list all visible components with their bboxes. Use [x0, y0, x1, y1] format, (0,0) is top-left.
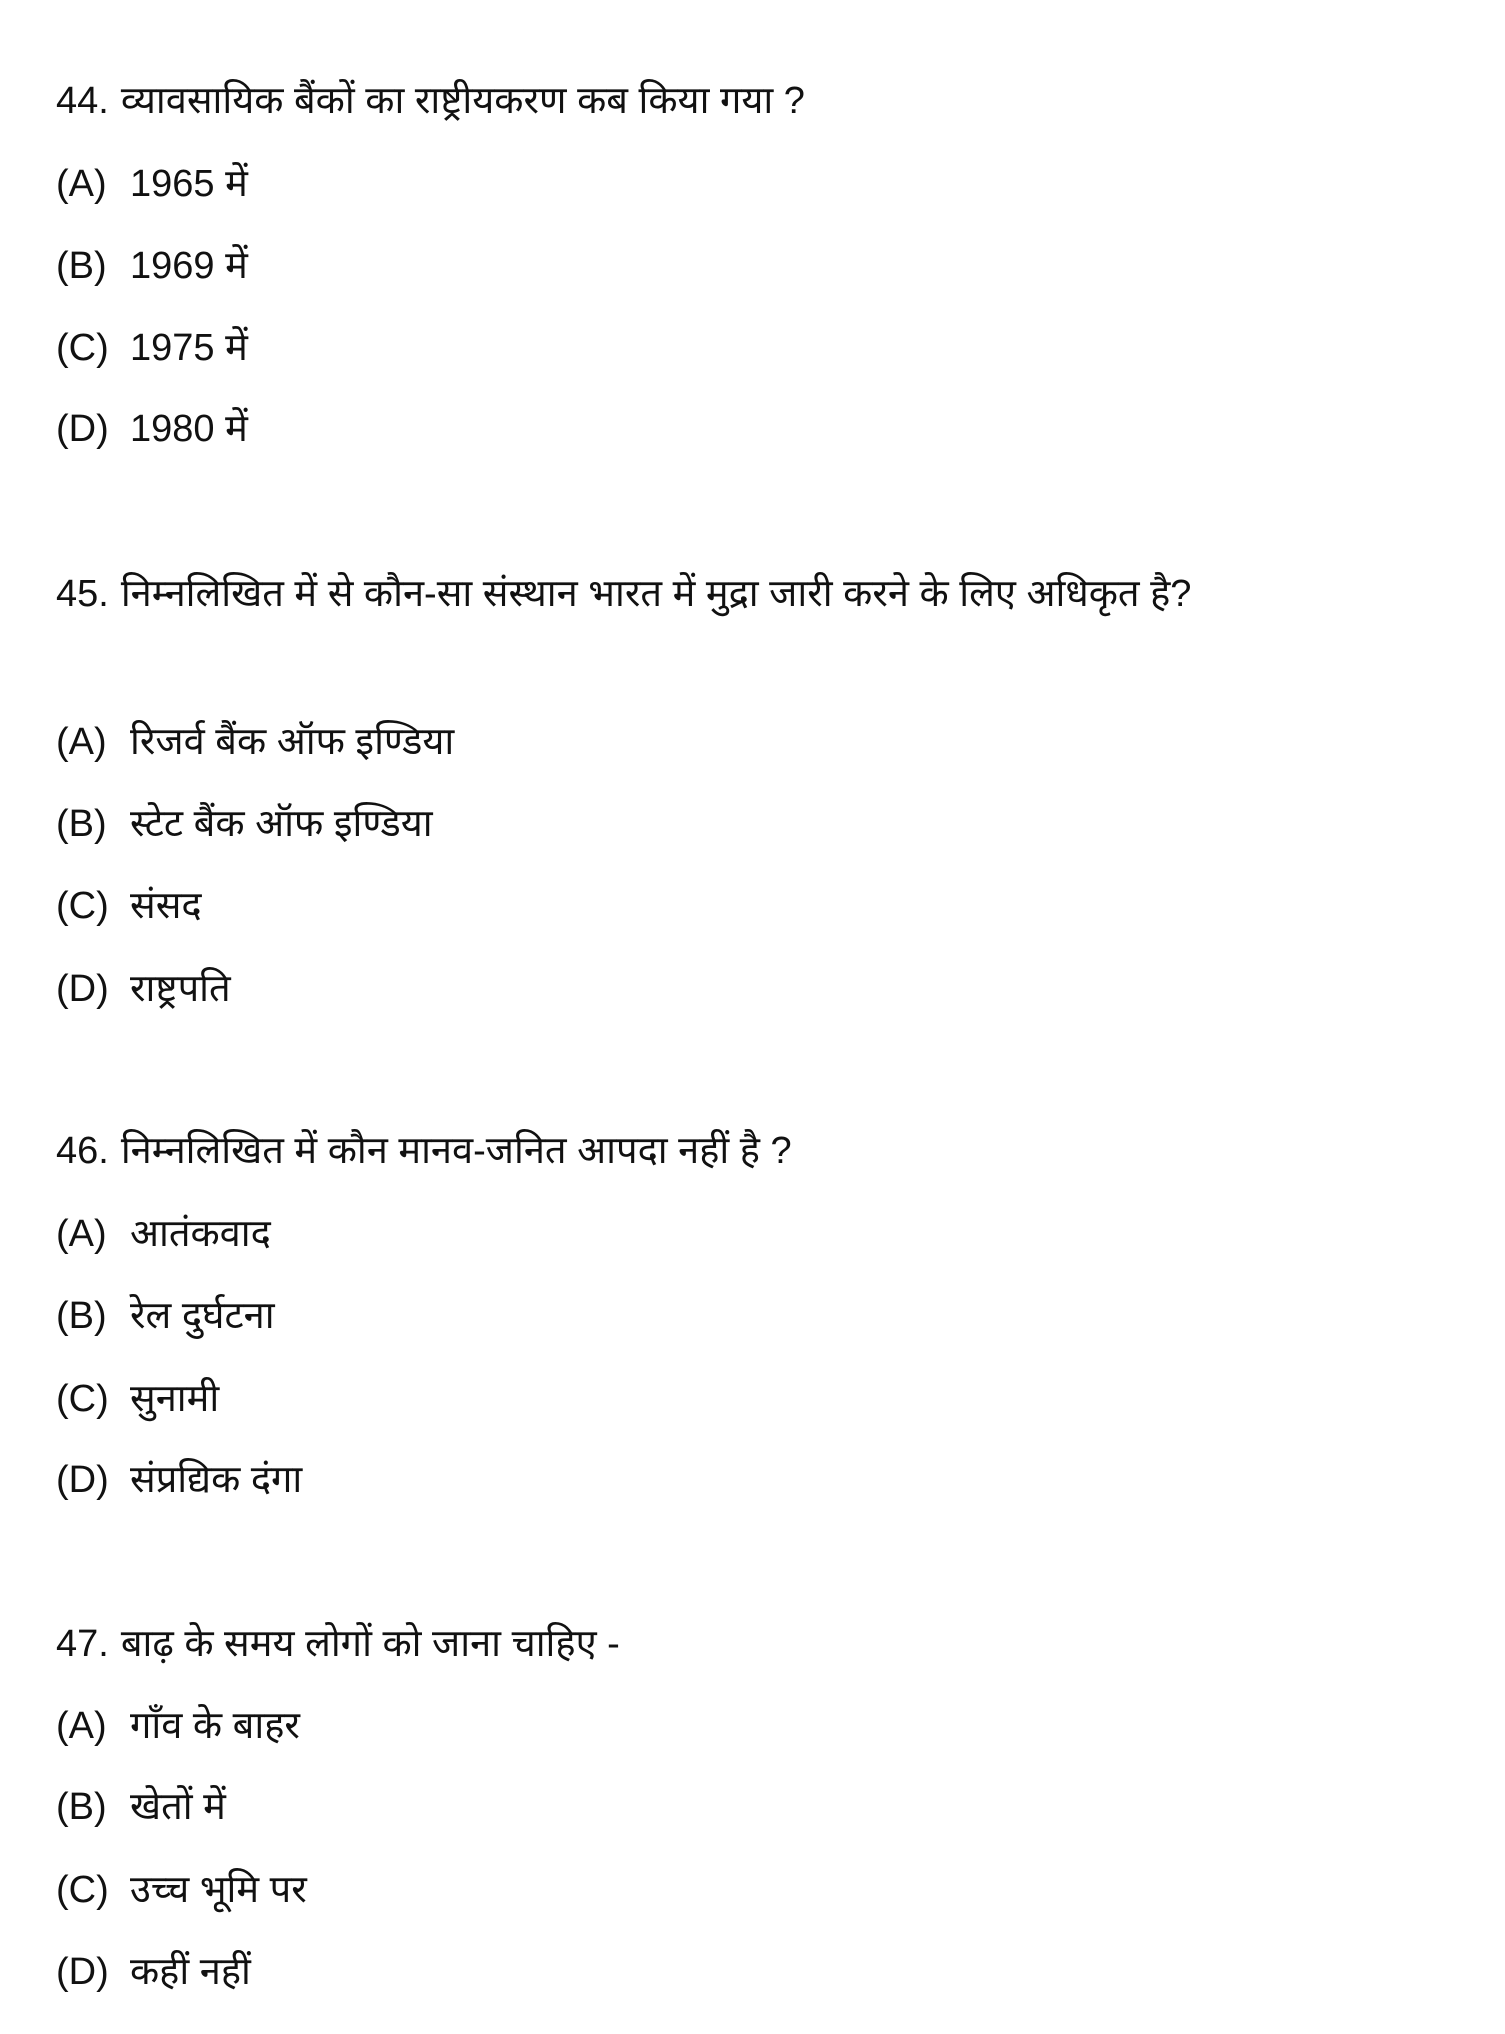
option-text: राष्ट्रपति [130, 968, 231, 1010]
option-label: (B) [56, 803, 107, 845]
option-44-d[interactable] [56, 403, 248, 455]
option-label: (C) [56, 885, 109, 927]
option-text: 1969 में [130, 245, 248, 287]
option-text: 1975 में [130, 327, 248, 369]
option-text: उच्च भूमि पर [130, 1869, 307, 1911]
option-label: (A) [56, 1213, 107, 1255]
option-label: (D) [56, 1459, 109, 1501]
option-label: (A) [56, 163, 107, 205]
option-45-b[interactable] [56, 798, 433, 850]
option-label: (C) [56, 1378, 109, 1420]
option-label: (D) [56, 1951, 109, 1993]
option-text: संप्रद्यिक दंगा [130, 1459, 303, 1501]
option-text: आतंकवाद [130, 1213, 271, 1255]
option-text: खेतों में [130, 1786, 226, 1828]
question-text: निम्नलिखित में कौन मानव-जनित आपदा नहीं है ? [120, 1130, 792, 1172]
option-text: सुनामी [130, 1378, 220, 1420]
option-45-c[interactable] [56, 880, 202, 932]
question-44 [56, 75, 805, 127]
option-47-b[interactable] [56, 1781, 226, 1833]
option-44-a[interactable] [56, 158, 248, 210]
option-label: (A) [56, 1705, 107, 1747]
question-45 [56, 561, 1456, 627]
question-text: बाढ़ के समय लोगों को जाना चाहिए - [120, 1623, 620, 1665]
option-47-c[interactable] [56, 1864, 307, 1916]
option-47-a[interactable] [56, 1700, 300, 1752]
question-number: 45. [56, 573, 109, 615]
option-label: (C) [56, 327, 109, 369]
option-label: (A) [56, 721, 107, 763]
option-text: रिजर्व बैंक ऑफ इण्डिया [130, 721, 455, 763]
option-45-d[interactable] [56, 963, 231, 1015]
option-46-b[interactable] [56, 1290, 275, 1342]
option-text: रेल दुर्घटना [130, 1295, 275, 1337]
option-label: (D) [56, 408, 109, 450]
option-label: (B) [56, 1295, 107, 1337]
question-46 [56, 1125, 792, 1177]
option-text: 1980 में [130, 408, 248, 450]
question-47 [56, 1618, 620, 1670]
option-label: (D) [56, 968, 109, 1010]
option-label: (C) [56, 1869, 109, 1911]
question-number: 47. [56, 1623, 109, 1665]
question-text: व्यावसायिक बैंकों का राष्ट्रीयकरण कब किया गया ? [120, 80, 805, 122]
option-label: (B) [56, 1786, 107, 1828]
option-46-a[interactable] [56, 1208, 271, 1260]
question-number: 46. [56, 1130, 109, 1172]
option-46-c[interactable] [56, 1373, 219, 1425]
option-text: गाँव के बाहर [130, 1705, 300, 1747]
question-text: निम्नलिखित में से कौन-सा संस्थान भारत में मुद्रा जारी करने के लिए अधिकृत है? [120, 573, 1192, 615]
option-text: कहीं नहीं [130, 1951, 251, 1993]
option-text: 1965 में [130, 163, 248, 205]
option-44-c[interactable] [56, 322, 248, 374]
option-label: (B) [56, 245, 107, 287]
option-text: स्टेट बैंक ऑफ इण्डिया [130, 803, 433, 845]
question-number: 44. [56, 80, 109, 122]
option-47-d[interactable] [56, 1946, 251, 1998]
option-46-d[interactable] [56, 1454, 302, 1506]
option-text: संसद [130, 885, 202, 927]
option-45-a[interactable] [56, 716, 454, 768]
option-44-b[interactable] [56, 240, 248, 292]
